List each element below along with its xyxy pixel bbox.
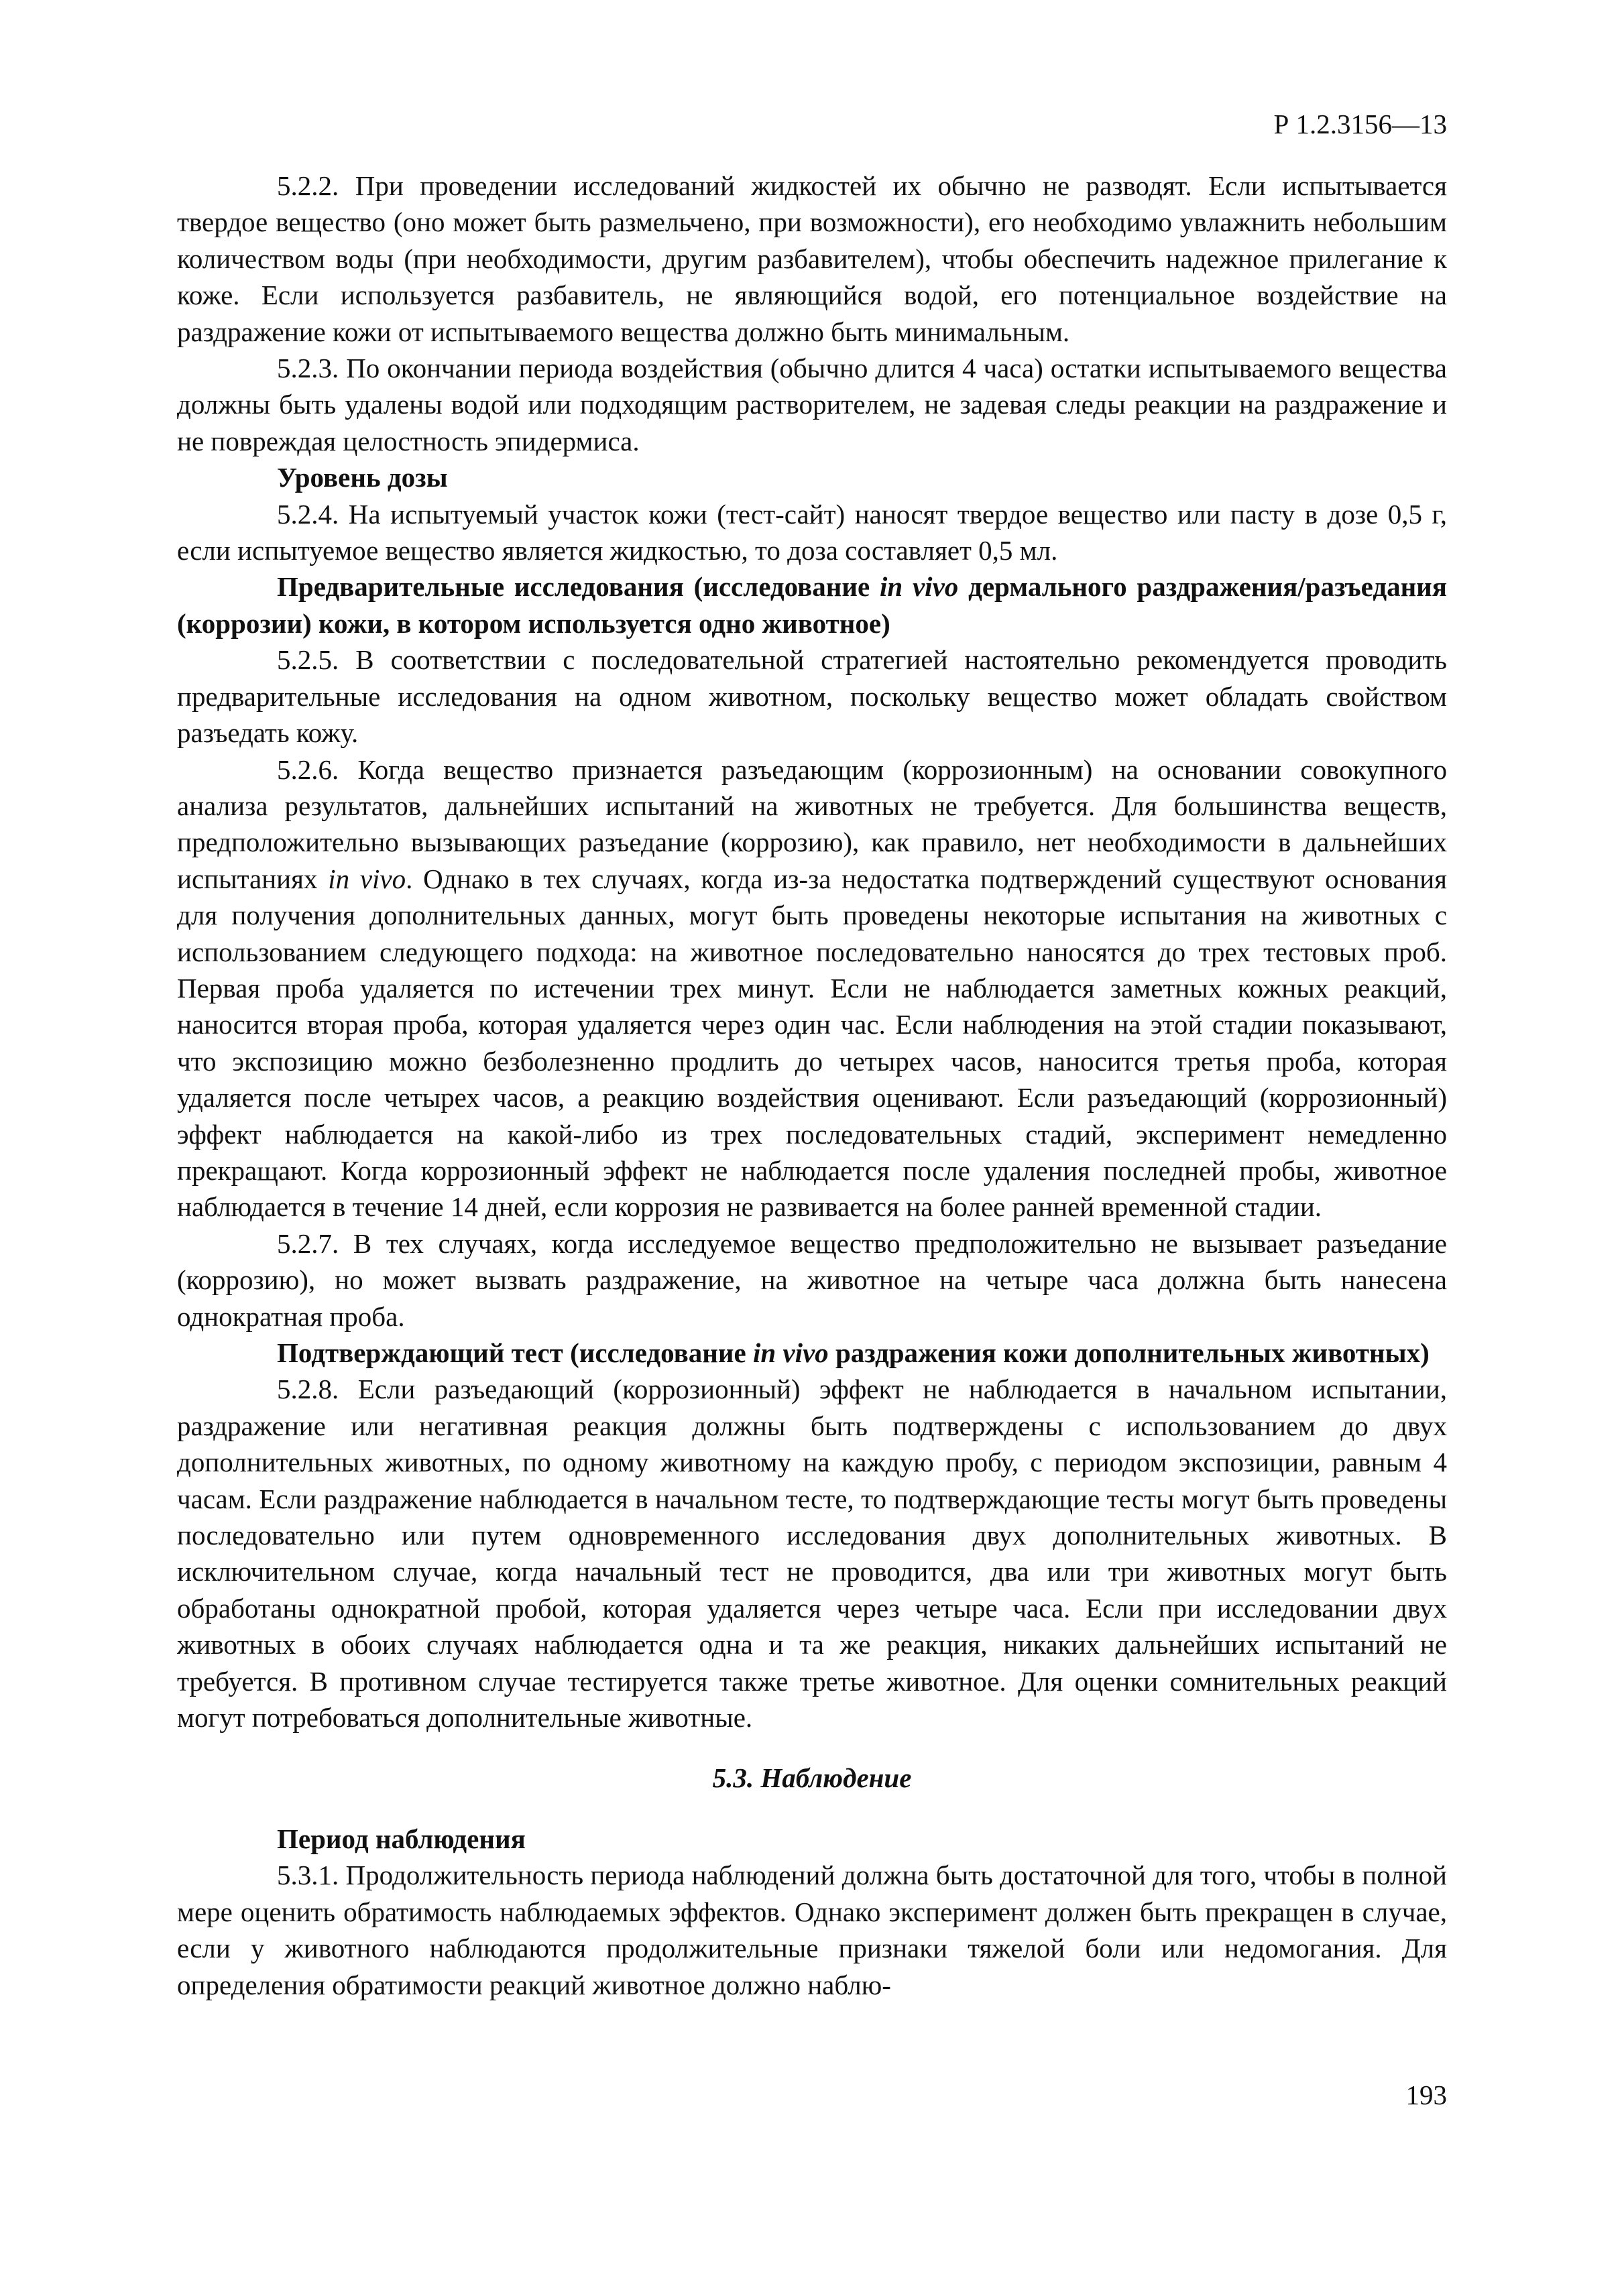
paragraph: 5.2.3. По окончании периода воздействия (обычно длится 4 часа) остатки испытываемого вещества должны быть удалены водой или подходящим растворителем, не задевая следы реакции на раздражение и не повреждая целостность эпидермиса.	[177, 353, 1447, 457]
text-span: раздражения кожи дополнительных животных)	[828, 1337, 1430, 1368]
italic-term: in vivo	[752, 1337, 829, 1368]
paragraph: 5.3.1. Продолжительность периода наблюдений должна быть достаточной для того, чтобы в полной мере оценить обратимость наблюдаемых эффектов. Однако эксперимент должен быть прекращен в случае, если у животного наблюдаются продолжительные признаки тяжелой боли или недомогания. Для определения обратимости реакций животное должно наблю-	[177, 1860, 1447, 2000]
text-span: Предварительные исследования (исследование	[277, 571, 880, 603]
paragraph: 5.2.4. На испытуемый участок кожи (тест-сайт) наносят твердое вещество или пасту в дозе 0,5 г, если испытуемое вещество является жидкостью, то доза составляет 0,5 мл.	[177, 498, 1447, 566]
italic-term: in vivo	[880, 571, 959, 603]
text-span: 5.2.6. Когда вещество признается разъедающим (коррозионным) на основании совокупного анализа результатов, дальнейших испытаний на животных не требуется. Для большинства веществ, предположительно вызывающих разъедание (коррозию), как правило, нет необходимости в дальнейших испытаниях	[177, 753, 1447, 894]
page-number: 193	[1405, 2079, 1447, 2110]
subheading: Период наблюдения	[277, 1823, 526, 1854]
section-title: 5.3. Наблюдение	[712, 1762, 912, 1794]
subheading	[177, 568, 1447, 642]
document-body	[177, 168, 1447, 2003]
paragraph: 5.2.5. В соответствии с последовательной стратегией настоятельно рекомендуется проводить предварительные исследования на одном животном, поскольку вещество может обладать свойством разъедать кожу.	[177, 644, 1447, 749]
document-code: Р 1.2.3156—13	[1273, 109, 1447, 139]
paragraph: 5.2.7. В тех случаях, когда исследуемое вещество предположительно не вызывает разъедание (коррозию), но может вызвать раздражение, на животное на четыре часа должна быть нанесена однократная проба.	[177, 1227, 1447, 1332]
subheading: Уровень дозы	[277, 462, 448, 493]
subheading	[177, 1335, 1447, 1371]
text-span: Подтверждающий тест (исследование	[277, 1337, 753, 1368]
paragraph: 5.2.8. Если разъедающий (коррозионный) эффект не наблюдается в начальном испытании, раздражение или негативная реакция должны быть подтверждены с использованием до двух дополнительных животных, по одному животному на каждую пробу, с периодом экспозиции, равным 4 часам. Если раздражение наблюдается в начальном тесте, то подтверждающие тесты могут быть проведены последовательно или путем одновременного исследования двух дополнительных животных. В исключительном случае, когда начальный тест не проводится, два или три животных могут быть обработаны однократной пробой, которая удаляется через четыре часа. Если при исследовании двух животных в обоих случаях наблюдается одна и та же реакция, никаких дальнейших испытаний не требуется. В противном случае тестируется также третье животное. Для оценки сомнительных реакций могут потребоваться дополнительные животные.	[177, 1374, 1447, 1734]
paragraph: 5.2.2. При проведении исследований жидкостей их обычно не разводят. Если испытывается твердое вещество (оно может быть размельчено, при возможности), его необходимо увлажнить небольшим количеством воды (при необходимости, другим разбавителем), чтобы обеспечить надежное прилегание к коже. Если используется разбавитель, не являющийся водой, его потенциальное воздействие на раздражение кожи от испытываемого вещества должно быть минимальным.	[177, 170, 1447, 347]
text-span: дермального раздражения/разъедания (коррозии) кожи, в котором используется одно животное)	[177, 571, 1447, 639]
text-span: . Однако в тех случаях, когда из-за недостатка подтверждений существуют основания для получения дополнительных данных, могут быть проведены некоторые испытания на животных с использованием следующего подхода: на животное последовательно наносятся до трех тестовых проб. Первая проба удаляется по истечении трех минут. Если не наблюдается заметных кожных реакций, наносится вторая проба, которая удаляется через один час. Если наблюдения на этой стадии показывают, что экспозицию можно безболезненно продлить до четырех часов, наносится третья проба, которая удаляется после четырех часов, а реакцию воздействия оценивают. Если разъедающий (коррозионный) эффект наблюдается на какой-либо из трех последовательных стадий, эксперимент немедленно прекращают. Когда коррозионный эффект не наблюдается после удаления последней пробы, животное наблюдается в течение 14 дней, если коррозия не развивается на более ранней временной стадии.	[177, 863, 1448, 1223]
italic-term: in vivo	[328, 863, 406, 894]
paragraph	[177, 751, 1447, 1225]
